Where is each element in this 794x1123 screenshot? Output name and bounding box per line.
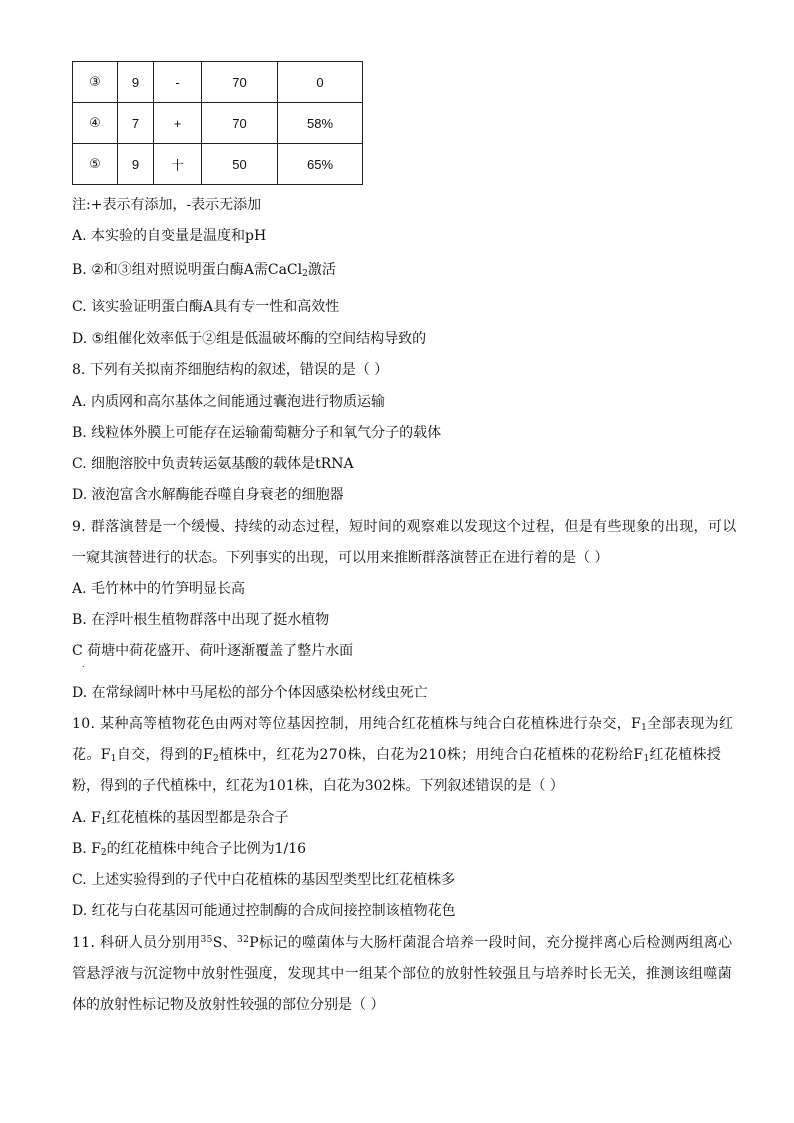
q7-option-b-text: B. ②和③组对照说明蛋白酶A需 xyxy=(72,262,268,278)
table-cell: 0 xyxy=(278,62,363,103)
q11-text: S、 xyxy=(212,935,238,951)
q10-text: 全部表现为红 xyxy=(647,716,734,732)
q11-text: 11. 科研人员分别用 xyxy=(72,935,201,951)
cacl2-formula xyxy=(268,262,308,278)
q10-stem-line-3: 粉，得到的子代植株中，红花为101株，白花为302株。下列叙述错误的是（ ） xyxy=(72,778,564,794)
table-cell: ③ xyxy=(73,62,118,103)
q8-option-b: B. 线粒体外膜上可能存在运输葡萄糖分子和氧气分子的载体 xyxy=(72,425,442,441)
q9-option-a: A. 毛竹林中的竹笋明显长高 xyxy=(72,581,246,597)
stray-dot: . xyxy=(82,660,85,669)
table-cell: 70 xyxy=(202,62,278,103)
table-row xyxy=(73,144,363,185)
q11-stem-line-1 xyxy=(72,933,733,953)
q7-option-a: A. 本实验的自变量是温度和pH xyxy=(72,228,267,244)
q10-text: 红花植株授 xyxy=(649,747,722,763)
q8-stem: 8. 下列有关拟南芥细胞结构的叙述，错误的是（ ） xyxy=(72,362,389,378)
q10-option-d: D. 红花与白花基因可能通过控制酶的合成间接控制该植物花色 xyxy=(72,903,456,919)
q10-text: 自交，得到的F xyxy=(116,747,214,763)
subscript: 2 xyxy=(213,754,220,764)
q7-option-b xyxy=(72,260,336,280)
q10-text: 的红花植株中纯合子比例为1/16 xyxy=(106,841,307,857)
subscript: 1 xyxy=(110,754,117,764)
table-note: 注:+表示有添加，-表示无添加 xyxy=(72,197,262,213)
superscript: 32 xyxy=(237,935,250,945)
table-cell: 50 xyxy=(202,144,278,185)
formula-text: CaCl xyxy=(267,262,303,278)
subscript: 1 xyxy=(641,723,648,733)
table-cell: ④ xyxy=(73,103,118,144)
subscript: 1 xyxy=(643,754,650,764)
table-cell: 7 xyxy=(118,103,154,144)
table-cell: 58% xyxy=(278,103,363,144)
q11-stem-line-3: 体的放射性标记物及放射性较强的部位分别是（ ） xyxy=(72,997,385,1013)
table-cell: 65% xyxy=(278,144,363,185)
q10-text: 植株中，红花为270株，白花为210株；用纯合白花植株的花粉给F xyxy=(219,747,644,763)
q7-option-c: C. 该实验证明蛋白酶A具有专一性和高效性 xyxy=(72,299,340,315)
q9-stem-line-1: 9. 群落演替是一个缓慢、持续的动态过程，短时间的观察难以发现这个过程，但是有些现象的出现，可以 xyxy=(72,519,737,535)
superscript: 35 xyxy=(200,935,213,945)
q10-text: B. F xyxy=(72,841,101,857)
table-cell: 十 xyxy=(154,144,202,185)
table-row xyxy=(73,62,363,103)
table-cell: 9 xyxy=(118,144,154,185)
q10-text: 红花植株的基因型都是杂合子 xyxy=(106,810,289,826)
formula-subscript: 2 xyxy=(302,269,308,279)
table-cell: 70 xyxy=(202,103,278,144)
q9-stem-line-2: 一窥其演替进行的状态。下列事实的出现，可以用来推断群落演替正在进行着的是（ ） xyxy=(72,550,609,566)
q10-stem-line-1 xyxy=(72,714,733,734)
q11-text: P标记的噬菌体与大肠杆菌混合培养一段时间，充分搅拌离心后检测两组离心 xyxy=(249,935,733,951)
q7-option-b-text: 激活 xyxy=(307,262,336,278)
q10-text: A. F xyxy=(72,810,101,826)
q7-option-d: D. ⑤组催化效率低于②组是低温破坏酶的空间结构导致的 xyxy=(72,331,427,347)
table-row xyxy=(73,103,363,144)
table-cell: ⑤ xyxy=(73,144,118,185)
subscript: 1 xyxy=(100,817,107,827)
q10-text: 10. 某种高等植物花色由两对等位基因控制，用纯合红花植株与纯合白花植株进行杂交，F xyxy=(72,716,642,732)
q10-stem-line-2 xyxy=(72,745,721,765)
q10-text: 花。F xyxy=(72,747,111,763)
experiment-table xyxy=(72,61,363,185)
q9-option-b: B. 在浮叶根生植物群落中出现了挺水植物 xyxy=(72,612,330,628)
q9-option-d: D. 在常绿阔叶林中马尾松的部分个体因感染松材线虫死亡 xyxy=(72,685,428,701)
q10-option-b xyxy=(72,839,306,859)
q8-option-c: C. 细胞溶胶中负责转运氨基酸的载体是tRNA xyxy=(72,456,354,472)
q8-option-a: A. 内质网和高尔基体之间能通过囊泡进行物质运输 xyxy=(72,394,386,410)
q9-option-c: C 荷塘中荷花盛开、荷叶逐渐覆盖了整片水面 xyxy=(72,643,354,659)
q10-option-c: C. 上述实验得到的子代中白花植株的基因型类型比红花植株多 xyxy=(72,872,456,888)
q10-option-a xyxy=(72,808,288,828)
q11-stem-line-2: 管悬浮液与沉淀物中放射性强度，发现其中一组某个部位的放射性较强且与培养时长无关，推测该组噬菌 xyxy=(72,966,733,982)
table-cell: - xyxy=(154,62,202,103)
subscript: 2 xyxy=(100,848,107,858)
q8-option-d: D. 液泡富含水解酶能吞噬自身衰老的细胞器 xyxy=(72,487,344,503)
table-cell: 9 xyxy=(118,62,154,103)
table-cell: + xyxy=(154,103,202,144)
